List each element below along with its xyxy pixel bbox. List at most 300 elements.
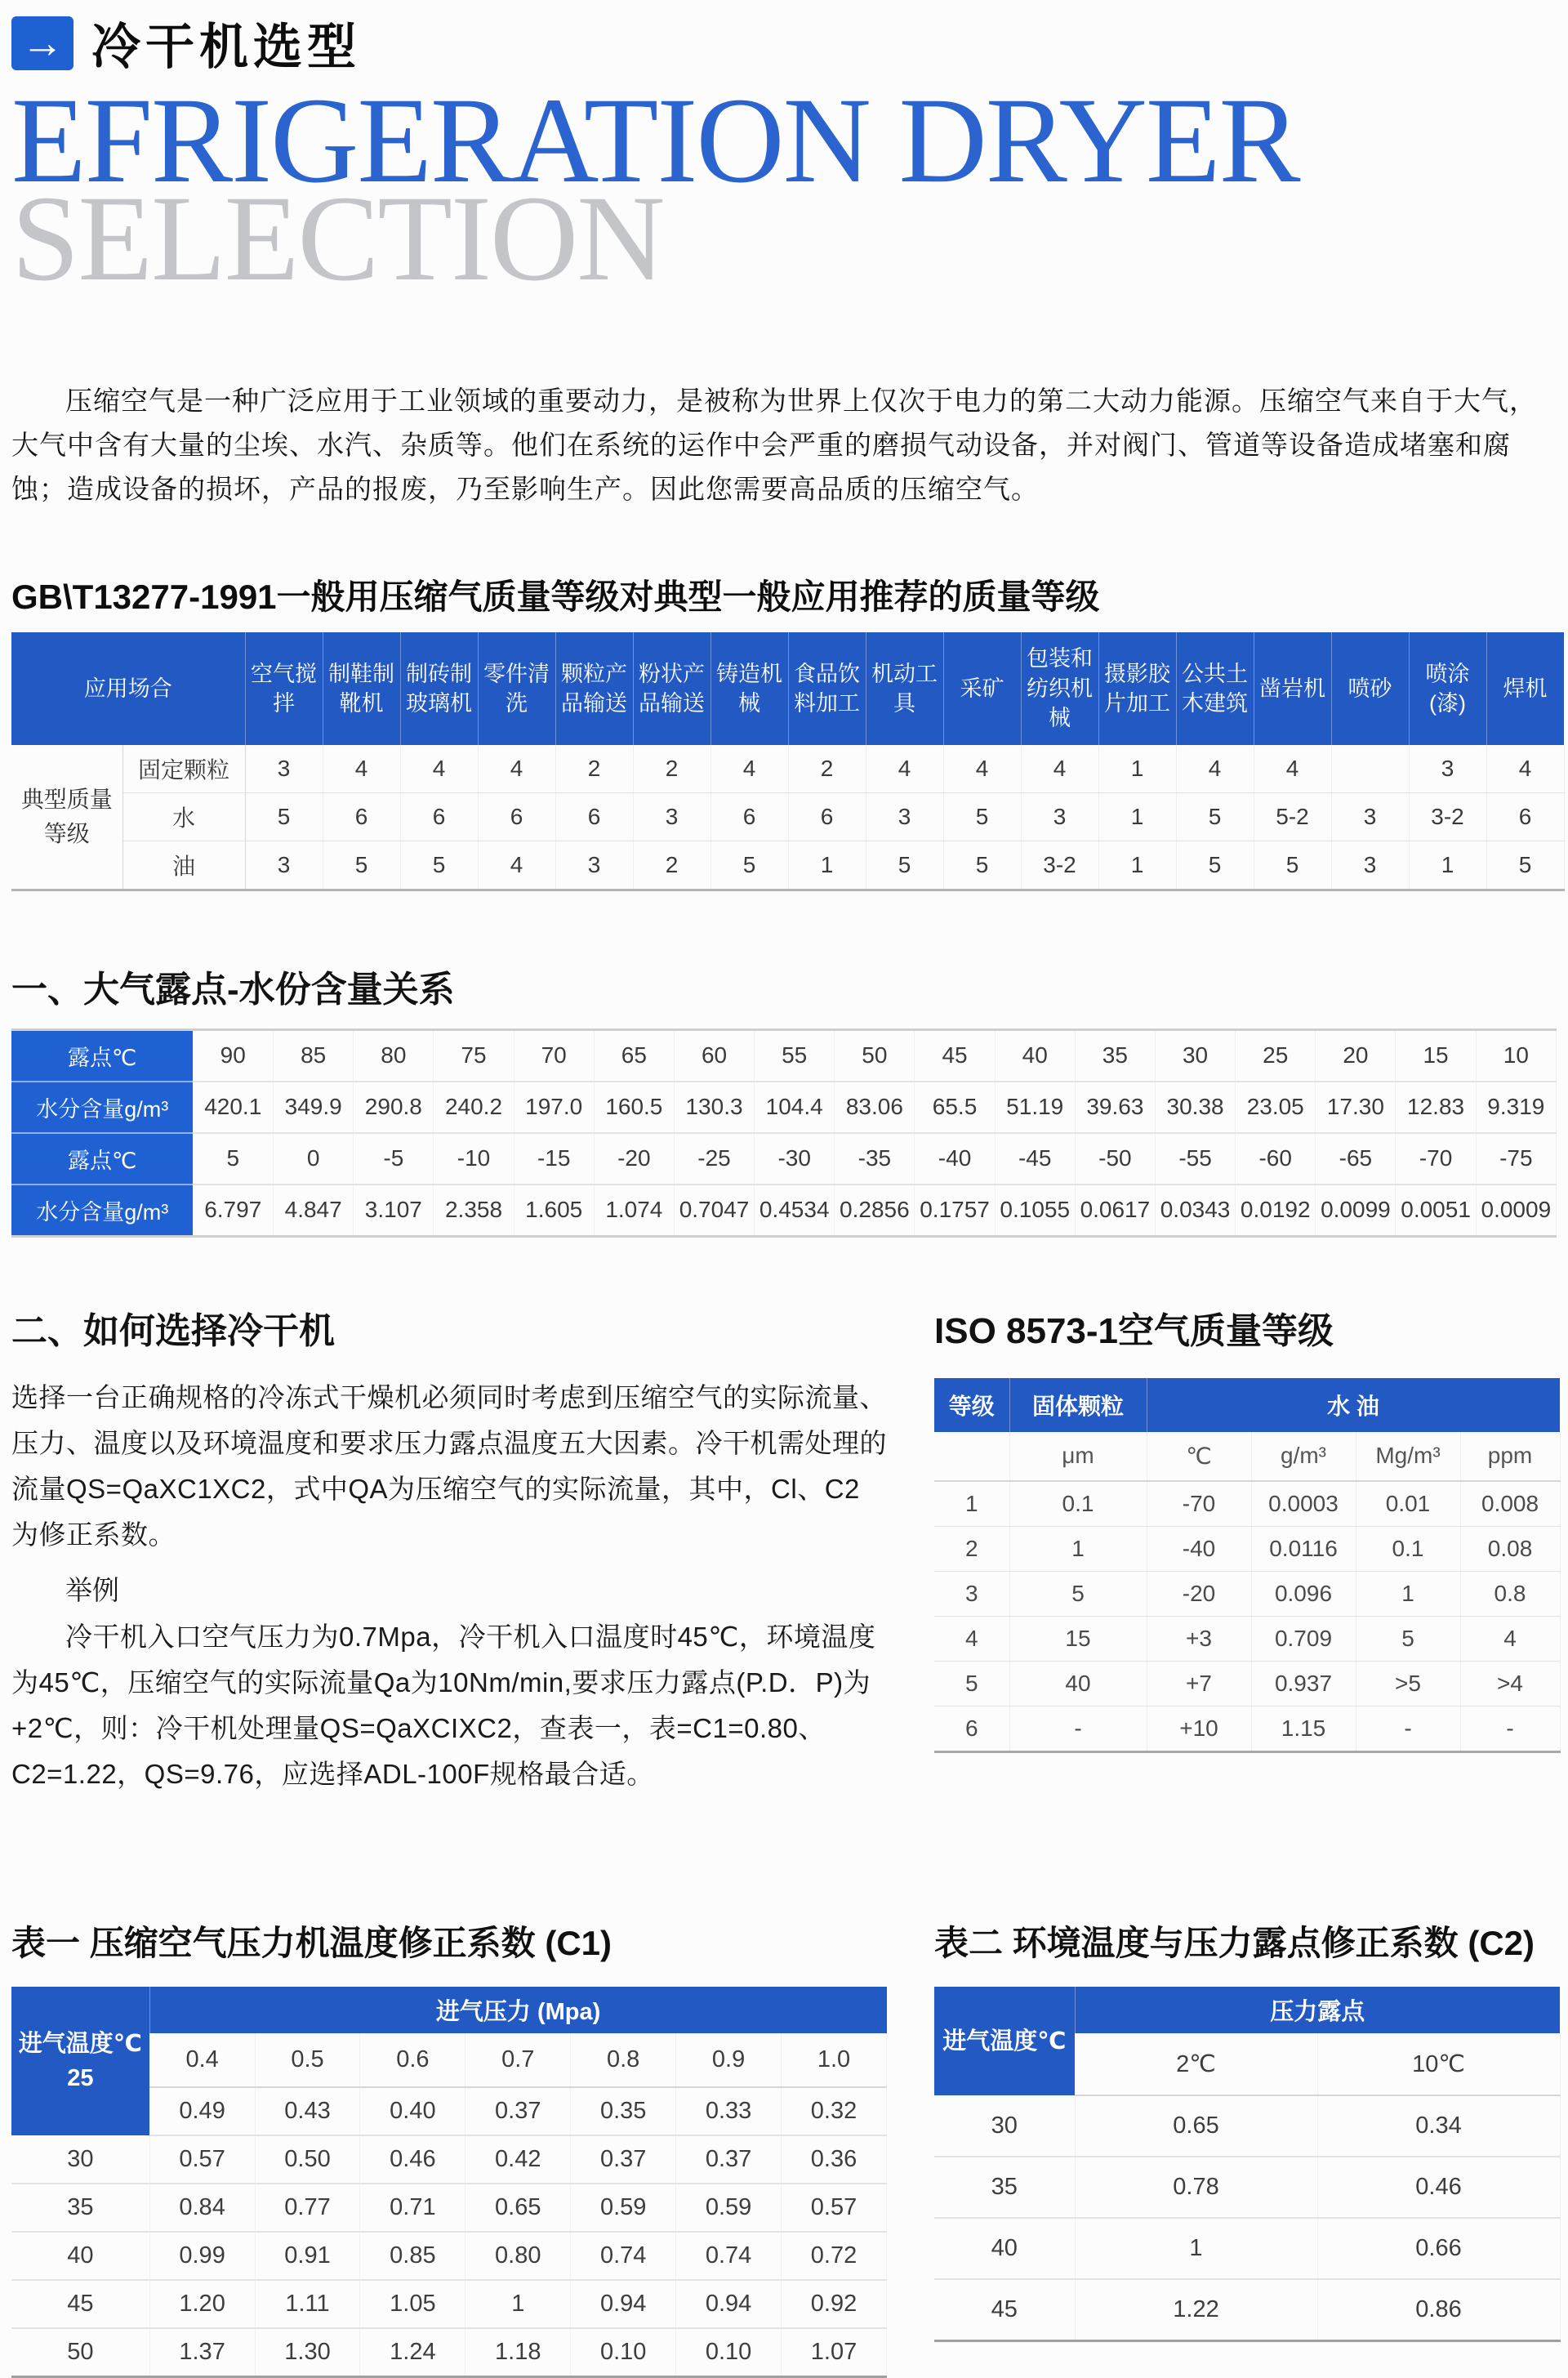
table-cell: 0.1757 bbox=[915, 1185, 995, 1237]
table-row bbox=[11, 2135, 887, 2184]
table-cell: 3 bbox=[1409, 745, 1486, 793]
row-label: 45 bbox=[934, 2279, 1075, 2341]
table-cell: 1.30 bbox=[255, 2328, 360, 2377]
table-cell: -65 bbox=[1316, 1133, 1396, 1185]
table-cell: 50 bbox=[835, 1029, 915, 1082]
corner-header: 进气温度℃ bbox=[934, 1987, 1075, 2095]
table-cell: 2 bbox=[934, 1526, 1009, 1571]
table-cell: 9.319 bbox=[1476, 1082, 1556, 1133]
table-cell: 0.937 bbox=[1251, 1661, 1356, 1706]
table-row bbox=[11, 2184, 887, 2232]
table-cell: 4.847 bbox=[274, 1185, 354, 1237]
table-cell: 2 bbox=[788, 745, 866, 793]
group-header: 压力露点 bbox=[1075, 1987, 1560, 2033]
column-header: 空气搅拌 bbox=[245, 632, 323, 744]
table-cell: 15 bbox=[1396, 1029, 1476, 1082]
c1-table bbox=[11, 1987, 887, 2378]
table-cell: 1 bbox=[1098, 792, 1176, 841]
table-row bbox=[934, 1481, 1560, 1527]
select-section-heading: 二、如何选择冷干机 bbox=[11, 1310, 335, 1351]
table-cell: 5 bbox=[710, 841, 788, 890]
table-cell: 4 bbox=[323, 745, 400, 793]
table-cell: 0.71 bbox=[360, 2184, 466, 2232]
table2-heading: 表二 环境温度与压力露点修正系数 (C2) bbox=[934, 1924, 1535, 1963]
column-header: 凿岩机 bbox=[1254, 632, 1331, 744]
table-cell: 0.008 bbox=[1460, 1481, 1560, 1527]
table-cell: 197.0 bbox=[514, 1082, 594, 1133]
table-cell: 0.0009 bbox=[1476, 1185, 1556, 1237]
arrow-right-icon: → bbox=[11, 16, 74, 70]
table-cell: 1 bbox=[1098, 745, 1176, 793]
table-cell: 75 bbox=[434, 1029, 514, 1082]
table-cell: 1.07 bbox=[782, 2328, 887, 2377]
table-cell: 0.66 bbox=[1317, 2218, 1560, 2279]
column-header: 公共土木建筑 bbox=[1176, 632, 1254, 744]
table-cell: 0.74 bbox=[571, 2232, 676, 2280]
column-header: 焊机 bbox=[1486, 632, 1564, 744]
dewpoint-header: 10℃ bbox=[1317, 2033, 1560, 2095]
c2-table bbox=[934, 1987, 1561, 2342]
corner-value: 25 bbox=[67, 2065, 94, 2092]
table-cell: 23.05 bbox=[1236, 1082, 1316, 1133]
table-cell: 45 bbox=[915, 1029, 995, 1082]
table-cell: 0.096 bbox=[1251, 1571, 1356, 1616]
row-label: 50 bbox=[11, 2328, 149, 2377]
main-title-en bbox=[11, 73, 1557, 306]
table-row bbox=[934, 2279, 1560, 2341]
table-cell: 6 bbox=[478, 792, 555, 841]
iso-table bbox=[934, 1378, 1561, 1753]
table-cell: -40 bbox=[915, 1133, 995, 1185]
table-cell: 0.74 bbox=[676, 2232, 782, 2280]
main-title-line2: SELECTION bbox=[11, 171, 664, 306]
table-cell: 0.0051 bbox=[1396, 1185, 1476, 1237]
row-label: 水 bbox=[122, 792, 245, 841]
table-cell: 10 bbox=[1476, 1029, 1556, 1082]
table-cell: 5 bbox=[934, 1661, 1009, 1706]
c1-table-body bbox=[11, 1987, 887, 2377]
table-row bbox=[11, 1029, 1557, 1082]
example-label: 举例 bbox=[65, 1575, 119, 1606]
table-cell: 5 bbox=[943, 841, 1021, 890]
table-cell: 70 bbox=[514, 1029, 594, 1082]
table-cell: 0.0617 bbox=[1075, 1185, 1155, 1237]
unit-header: Mg/m³ bbox=[1356, 1432, 1460, 1481]
table-cell: -20 bbox=[1147, 1571, 1251, 1616]
table-cell: 5-2 bbox=[1254, 792, 1331, 841]
pressure-header: 1.0 bbox=[782, 2033, 887, 2087]
table-cell: 6 bbox=[1486, 792, 1564, 841]
selection-column bbox=[11, 1301, 887, 1798]
table-row bbox=[11, 841, 1564, 890]
table-cell: 6 bbox=[400, 792, 478, 841]
table-cell: 83.06 bbox=[835, 1082, 915, 1133]
table-cell: 0.65 bbox=[1075, 2095, 1317, 2157]
row-label: 35 bbox=[934, 2157, 1075, 2218]
column-header: 制鞋制靴机 bbox=[323, 632, 400, 744]
table-cell: 0.1 bbox=[1009, 1481, 1147, 1527]
unit-header: ppm bbox=[1460, 1432, 1560, 1481]
table-cell: 6 bbox=[323, 792, 400, 841]
unit-header: μm bbox=[1009, 1432, 1147, 1481]
table-cell: 240.2 bbox=[434, 1082, 514, 1133]
table-cell: 2.358 bbox=[434, 1185, 514, 1237]
row-label: 45 bbox=[11, 2280, 149, 2328]
table-cell: 1 bbox=[466, 2280, 571, 2328]
dewpoint-table-body bbox=[11, 1029, 1557, 1236]
row-label: 水分含量g/m³ bbox=[11, 1082, 193, 1133]
row-label: 油 bbox=[122, 841, 245, 890]
table-cell: -35 bbox=[835, 1133, 915, 1185]
table-cell: 1.18 bbox=[466, 2328, 571, 2377]
table-cell: 0.33 bbox=[676, 2087, 782, 2135]
table-cell: 1.15 bbox=[1251, 1706, 1356, 1751]
table-cell: 65.5 bbox=[915, 1082, 995, 1133]
table-cell: 1 bbox=[934, 1481, 1009, 1527]
pressure-header: 0.7 bbox=[466, 2033, 571, 2087]
table-cell: 5 bbox=[943, 792, 1021, 841]
table-row bbox=[934, 1571, 1560, 1616]
table-cell: 5 bbox=[323, 841, 400, 890]
page-title: 冷干机选型 bbox=[91, 20, 361, 74]
table-row bbox=[11, 792, 1564, 841]
table-cell: 0.1055 bbox=[995, 1185, 1075, 1237]
pressure-header: 0.4 bbox=[149, 2033, 255, 2087]
table-cell: 1.20 bbox=[149, 2280, 255, 2328]
table-cell: 6.797 bbox=[193, 1185, 273, 1237]
table-cell: 0.08 bbox=[1460, 1526, 1560, 1571]
table-cell: 1.605 bbox=[514, 1185, 594, 1237]
corner-header bbox=[11, 1987, 149, 2135]
table-cell: 4 bbox=[1176, 745, 1254, 793]
row-label: 固定颗粒 bbox=[122, 745, 245, 793]
iso-table-body bbox=[934, 1432, 1560, 1752]
table-cell: 0.49 bbox=[149, 2087, 255, 2135]
table-cell: 0.40 bbox=[360, 2087, 466, 2135]
table-cell: 40 bbox=[1009, 1661, 1147, 1706]
table-cell: 4 bbox=[478, 841, 555, 890]
table-cell: 0.91 bbox=[255, 2232, 360, 2280]
table-cell: 1 bbox=[1409, 841, 1486, 890]
column-header: 铸造机械 bbox=[710, 632, 788, 744]
table-cell: 1 bbox=[788, 841, 866, 890]
column-header: 等级 bbox=[934, 1378, 1009, 1432]
table-cell: 4 bbox=[1460, 1616, 1560, 1661]
column-header: 摄影胶片加工 bbox=[1098, 632, 1176, 744]
gb-quality-table bbox=[11, 632, 1565, 890]
c2-column bbox=[934, 1916, 1557, 2342]
column-header: 机动工具 bbox=[866, 632, 943, 744]
table-cell: 0.0003 bbox=[1251, 1481, 1356, 1527]
column-header: 水 油 bbox=[1147, 1378, 1560, 1432]
table-cell: 1 bbox=[1356, 1571, 1460, 1616]
table-cell: 4 bbox=[400, 745, 478, 793]
table-cell: +7 bbox=[1147, 1661, 1251, 1706]
table-cell: 0.80 bbox=[466, 2232, 571, 2280]
table-row bbox=[934, 1706, 1560, 1751]
table-row bbox=[934, 1526, 1560, 1571]
table-cell: -75 bbox=[1476, 1133, 1556, 1185]
table-cell: 420.1 bbox=[193, 1082, 273, 1133]
table-cell: 0.37 bbox=[571, 2135, 676, 2184]
table-row bbox=[11, 2280, 887, 2328]
table-cell: 2 bbox=[633, 841, 710, 890]
table-cell: 55 bbox=[755, 1029, 835, 1082]
table-row bbox=[11, 1082, 1557, 1133]
table-cell: 3 bbox=[866, 792, 943, 841]
table-cell: 80 bbox=[354, 1029, 434, 1082]
table-cell: 0.77 bbox=[255, 2184, 360, 2232]
column-header: 制砖制玻璃机 bbox=[400, 632, 478, 744]
iso-heading: ISO 8573-1空气质量等级 bbox=[934, 1310, 1334, 1351]
table-cell: 5 bbox=[1356, 1616, 1460, 1661]
table-cell: 0.65 bbox=[466, 2184, 571, 2232]
table-cell: 0.94 bbox=[571, 2280, 676, 2328]
table-cell: 0.709 bbox=[1251, 1616, 1356, 1661]
pressure-header: 0.8 bbox=[571, 2033, 676, 2087]
select-paragraph-1: 选择一台正确规格的冷冻式干燥机必须同时考虑到压缩空气的实际流量、压力、温度以及环境温度和要求压力露点温度五大因素。冷干机需处理的流量QS=QaXC1XC2，式中QA为压缩空气的实际流量，其中，Cl、C2为修正系数。 bbox=[11, 1381, 887, 1550]
table-cell: 4 bbox=[1021, 745, 1098, 793]
table-cell: 0.0116 bbox=[1251, 1526, 1356, 1571]
table-cell: 0.46 bbox=[1317, 2157, 1560, 2218]
table-cell: 4 bbox=[1486, 745, 1564, 793]
row-label: 露点℃ bbox=[11, 1133, 193, 1185]
table-cell: 0.35 bbox=[571, 2087, 676, 2135]
table-row bbox=[934, 2218, 1560, 2279]
table-cell: 4 bbox=[1254, 745, 1331, 793]
table-cell: 51.19 bbox=[995, 1082, 1075, 1133]
table-cell: 0.37 bbox=[466, 2087, 571, 2135]
dew-section-heading: 一、大气露点-水份含量关系 bbox=[11, 969, 455, 1010]
table-cell: - bbox=[1460, 1706, 1560, 1751]
table-cell: 1.22 bbox=[1075, 2279, 1317, 2341]
row-label: 35 bbox=[11, 2184, 149, 2232]
table-cell: 1 bbox=[1098, 841, 1176, 890]
table-cell: 0.8 bbox=[1460, 1571, 1560, 1616]
table-cell: 0.85 bbox=[360, 2232, 466, 2280]
table-cell: 0.72 bbox=[782, 2232, 887, 2280]
table-cell: 0.37 bbox=[676, 2135, 782, 2184]
table-cell: -30 bbox=[755, 1133, 835, 1185]
table-cell: 0.59 bbox=[676, 2184, 782, 2232]
table-cell: >5 bbox=[1356, 1661, 1460, 1706]
table-cell: 0.59 bbox=[571, 2184, 676, 2232]
table-row bbox=[934, 1987, 1560, 2033]
table-row bbox=[934, 1378, 1560, 1432]
table-cell: 15 bbox=[1009, 1616, 1147, 1661]
table-cell: 0.10 bbox=[676, 2328, 782, 2377]
table-cell: 160.5 bbox=[594, 1082, 674, 1133]
column-header: 采矿 bbox=[943, 632, 1021, 744]
example-paragraph: 冷干机入口空气压力为0.7Mpa，冷干机入口温度时45℃，环境温度为45℃，压缩空气的实际流量Qa为10Nm/min,要求压力露点(P.D．P)为+2℃，则：冷干机处理量QS=QaXCIXC2，查表一，表=C1=0.80、C2=1.22，QS=9.76，应选择ADL-100F规格最合适。 bbox=[11, 1622, 876, 1790]
corner-label: 进气温度℃ bbox=[18, 2031, 142, 2058]
column-header: 食品饮料加工 bbox=[788, 632, 866, 744]
main-title-line1: EFRIGERATION DRYER bbox=[11, 73, 1299, 208]
table-cell: 3.107 bbox=[354, 1185, 434, 1237]
table1-heading: 表一 压缩空气压力机温度修正系数 (C1) bbox=[11, 1924, 612, 1963]
table-row bbox=[934, 1432, 1560, 1481]
column-header: 包装和纺织机械 bbox=[1021, 632, 1098, 744]
table-cell: 40 bbox=[995, 1029, 1075, 1082]
table-cell: 0.2856 bbox=[835, 1185, 915, 1237]
table-cell: 4 bbox=[943, 745, 1021, 793]
table-row bbox=[11, 2328, 887, 2377]
table-cell: 0.10 bbox=[571, 2328, 676, 2377]
table-cell: -70 bbox=[1147, 1481, 1251, 1527]
table-cell: 39.63 bbox=[1075, 1082, 1155, 1133]
table-cell: 4 bbox=[934, 1616, 1009, 1661]
table-row bbox=[934, 1616, 1560, 1661]
column-header: 应用场合 bbox=[11, 632, 245, 744]
table-cell: -20 bbox=[594, 1133, 674, 1185]
table-cell: 5 bbox=[1486, 841, 1564, 890]
gb-section-heading: GB\T13277-1991一般用压缩气质量等级对典型一般应用推荐的质量等级 bbox=[11, 578, 1100, 617]
table-cell: 349.9 bbox=[274, 1082, 354, 1133]
unit-header: ℃ bbox=[1147, 1432, 1251, 1481]
table-cell: 2 bbox=[633, 745, 710, 793]
table-cell: 0.86 bbox=[1317, 2279, 1560, 2341]
dewpoint-table bbox=[11, 1028, 1557, 1238]
table-cell: 0.4534 bbox=[755, 1185, 835, 1237]
table-cell: 4 bbox=[710, 745, 788, 793]
table-cell: 6 bbox=[788, 792, 866, 841]
table-cell: 3 bbox=[633, 792, 710, 841]
column-header: 喷涂(漆) bbox=[1409, 632, 1486, 744]
table-row bbox=[934, 2095, 1560, 2157]
table-cell: 0.0343 bbox=[1155, 1185, 1235, 1237]
table-cell: 25 bbox=[1236, 1029, 1316, 1082]
table-cell: 0.34 bbox=[1317, 2095, 1560, 2157]
table-cell: 1.37 bbox=[149, 2328, 255, 2377]
table-cell: - bbox=[1356, 1706, 1460, 1751]
middle-columns bbox=[11, 1301, 1557, 1798]
row-label: 30 bbox=[11, 2135, 149, 2184]
table-cell: 3 bbox=[245, 841, 323, 890]
table-cell: -25 bbox=[674, 1133, 754, 1185]
table-cell: -50 bbox=[1075, 1133, 1155, 1185]
table-cell: 0.57 bbox=[149, 2135, 255, 2184]
pressure-header: 0.5 bbox=[255, 2033, 360, 2087]
table-cell: 3 bbox=[1331, 792, 1409, 841]
table-cell: 0.36 bbox=[782, 2135, 887, 2184]
column-header: 零件清洗 bbox=[478, 632, 555, 744]
table-cell: 1.074 bbox=[594, 1185, 674, 1237]
column-header: 颗粒产品输送 bbox=[555, 632, 633, 744]
table-cell: +3 bbox=[1147, 1616, 1251, 1661]
table-cell: 3-2 bbox=[1409, 792, 1486, 841]
table-cell: 0.7047 bbox=[674, 1185, 754, 1237]
table-cell: 30 bbox=[1155, 1029, 1235, 1082]
table-cell: 12.83 bbox=[1396, 1082, 1476, 1133]
table-cell: +10 bbox=[1147, 1706, 1251, 1751]
table-cell: 0.1 bbox=[1356, 1526, 1460, 1571]
table-cell: 3 bbox=[1331, 841, 1409, 890]
table-cell: 65 bbox=[594, 1029, 674, 1082]
table-cell: 5 bbox=[1009, 1571, 1147, 1616]
row-label: 露点℃ bbox=[11, 1029, 193, 1082]
table-cell: 0.43 bbox=[255, 2087, 360, 2135]
intro-paragraph: 压缩空气是一种广泛应用于工业领域的重要动力，是被称为世界上仅次于电力的第二大动力能源。压缩空气来自于大气，大气中含有大量的尘埃、水汽、杂质等。他们在系统的运作中会严重的磨损气动设备，并对阀门、管道等设备造成堵塞和腐蚀；造成设备的损坏，产品的报废，乃至影响生产。因此您需要高品质的压缩空气。 bbox=[11, 386, 1537, 505]
column-header: 固体颗粒 bbox=[1009, 1378, 1147, 1432]
table-cell: 0.99 bbox=[149, 2232, 255, 2280]
table-cell: 0.0192 bbox=[1236, 1185, 1316, 1237]
table-cell: 5 bbox=[400, 841, 478, 890]
table-cell: 3 bbox=[245, 745, 323, 793]
table-cell: 35 bbox=[1075, 1029, 1155, 1082]
table-cell: 30.38 bbox=[1155, 1082, 1235, 1133]
table-cell: 0.46 bbox=[360, 2135, 466, 2184]
table-cell: 104.4 bbox=[755, 1082, 835, 1133]
table-cell: 5 bbox=[866, 841, 943, 890]
table-cell: 6 bbox=[555, 792, 633, 841]
table-cell: 0.50 bbox=[255, 2135, 360, 2184]
table-cell: 60 bbox=[674, 1029, 754, 1082]
table-cell: 6 bbox=[934, 1706, 1009, 1751]
table-cell: 1.24 bbox=[360, 2328, 466, 2377]
row-label: 水分含量g/m³ bbox=[11, 1185, 193, 1237]
table-cell: 0.42 bbox=[466, 2135, 571, 2184]
table-cell: 0.01 bbox=[1356, 1481, 1460, 1527]
table-row bbox=[934, 1661, 1560, 1706]
unit-header bbox=[934, 1432, 1009, 1481]
table-cell: 3-2 bbox=[1021, 841, 1098, 890]
iso-column bbox=[934, 1301, 1557, 1753]
table-cell: 1 bbox=[1009, 1526, 1147, 1571]
table-row bbox=[11, 1185, 1557, 1237]
table-cell: 5 bbox=[1176, 792, 1254, 841]
table-cell: -5 bbox=[354, 1133, 434, 1185]
table-cell: 5 bbox=[245, 792, 323, 841]
table-cell: 0.32 bbox=[782, 2087, 887, 2135]
table-cell: 1.11 bbox=[255, 2280, 360, 2328]
table-cell: 0.0099 bbox=[1316, 1185, 1396, 1237]
table-cell: >4 bbox=[1460, 1661, 1560, 1706]
table-cell: -15 bbox=[514, 1133, 594, 1185]
column-header: 喷砂 bbox=[1331, 632, 1409, 744]
table-cell: 130.3 bbox=[674, 1082, 754, 1133]
table-cell: 2 bbox=[555, 745, 633, 793]
table-row bbox=[11, 632, 1564, 744]
row-label: 30 bbox=[934, 2095, 1075, 2157]
row-label: 40 bbox=[11, 2232, 149, 2280]
table-cell: 0.84 bbox=[149, 2184, 255, 2232]
table-cell: 3 bbox=[1021, 792, 1098, 841]
table-cell: -60 bbox=[1236, 1133, 1316, 1185]
c1-column bbox=[11, 1916, 887, 2378]
table-cell: 0.92 bbox=[782, 2280, 887, 2328]
table-cell: 0.94 bbox=[676, 2280, 782, 2328]
table-cell: 90 bbox=[193, 1029, 273, 1082]
table-row bbox=[934, 2157, 1560, 2218]
table-cell: 5 bbox=[1176, 841, 1254, 890]
table-row bbox=[11, 1133, 1557, 1185]
table-cell: -55 bbox=[1155, 1133, 1235, 1185]
iso-table-head bbox=[934, 1378, 1560, 1432]
table-cell bbox=[1331, 745, 1409, 793]
c2-table-body bbox=[934, 1987, 1560, 2341]
table-cell: 5 bbox=[193, 1133, 273, 1185]
table-cell: 20 bbox=[1316, 1029, 1396, 1082]
table-cell: 3 bbox=[555, 841, 633, 890]
table-row bbox=[11, 2232, 887, 2280]
table-cell: 1.05 bbox=[360, 2280, 466, 2328]
pressure-header: 0.9 bbox=[676, 2033, 782, 2087]
table-cell: 17.30 bbox=[1316, 1082, 1396, 1133]
table-cell: 1 bbox=[1075, 2218, 1317, 2279]
table-cell: -10 bbox=[434, 1133, 514, 1185]
table-cell: 3 bbox=[934, 1571, 1009, 1616]
table-cell: 5 bbox=[1254, 841, 1331, 890]
